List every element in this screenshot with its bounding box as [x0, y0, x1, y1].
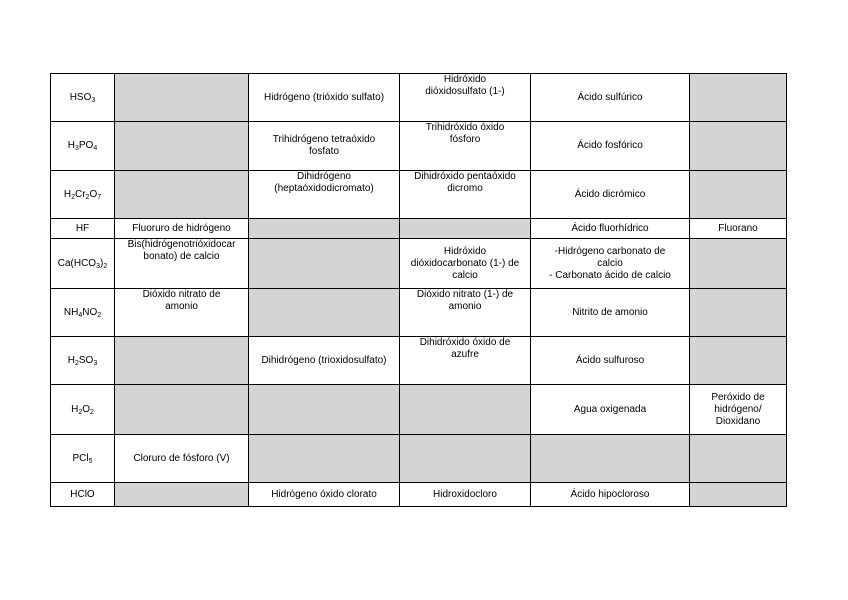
- formula-subscript: 2: [90, 408, 94, 416]
- formula-cell: [51, 219, 115, 239]
- formula-subscript: 2: [74, 359, 79, 367]
- formula-subscript: 2: [97, 311, 102, 319]
- formula-subscript: 5: [88, 457, 93, 465]
- empty-shaded-cell: [249, 435, 400, 483]
- empty-shaded-cell: [249, 385, 400, 435]
- name-cell: Dióxido nitrato de amonio: [115, 289, 249, 337]
- name-cell: Nitrito de amonio: [531, 289, 690, 337]
- name-cell: Hidrógeno (trióxido sulfato): [249, 74, 400, 122]
- formula-text: Ca(HCO: [57, 257, 97, 269]
- name-cell: Hidróxido dióxidosulfato (1-): [400, 74, 531, 122]
- empty-shaded-cell: [690, 435, 787, 483]
- name-cell: Agua oxigenada: [531, 385, 690, 435]
- empty-shaded-cell: [115, 122, 249, 171]
- empty-shaded-cell: [690, 483, 787, 507]
- name-cell: Dihidróxido óxido de azufre: [400, 337, 531, 385]
- table-row: [51, 171, 787, 219]
- formula-text: H: [63, 188, 72, 200]
- name-cell: Hidrógeno óxido clorato: [249, 483, 400, 507]
- table-row: [51, 483, 787, 507]
- formula-cell: [51, 385, 115, 435]
- name-cell: Ácido hipocloroso: [531, 483, 690, 507]
- name-cell: Trihidróxido óxido fósforo: [400, 122, 531, 171]
- empty-shaded-cell: [690, 74, 787, 122]
- formula-subscript: 4: [78, 311, 83, 319]
- name-cell: Peróxido de hidrógeno/ Dioxidano: [690, 385, 787, 435]
- name-cell: -Hidrógeno carbonato de calcio - Carbonato ácido de calcio: [531, 239, 690, 289]
- name-cell: Cloruro de fósforo (V): [115, 435, 249, 483]
- formula-text: Cr: [74, 188, 86, 200]
- formula-cell: [51, 171, 115, 219]
- formula-text: H: [71, 403, 79, 415]
- empty-shaded-cell: [400, 219, 531, 239]
- table-row: [51, 219, 787, 239]
- name-cell: Bis(hidrógenotrióxidocar bonato) de calcio: [115, 239, 249, 289]
- formula-subscript: 2: [71, 193, 75, 201]
- formula-text: PCl: [72, 452, 89, 464]
- formula-subscript: 3: [96, 262, 100, 270]
- name-cell: Hidróxido dióxidocarbonato (1-) de calcio: [400, 239, 531, 289]
- formula-subscript: 3: [93, 359, 98, 367]
- name-cell: Ácido dicrómico: [531, 171, 690, 219]
- table-row: [51, 122, 787, 171]
- formula-text: PO: [78, 140, 94, 151]
- formula-text: SO: [78, 354, 94, 366]
- formula-text: NH: [63, 306, 79, 318]
- empty-shaded-cell: [249, 239, 400, 289]
- formula-subscript: 4: [93, 145, 98, 152]
- table-body: [51, 74, 787, 507]
- formula-text: HClO: [70, 488, 95, 500]
- name-cell: Dihidrógeno (trioxidosulfato): [249, 337, 400, 385]
- table-row: [51, 289, 787, 337]
- formula-subscript: 3: [91, 96, 96, 104]
- formula-cell: [51, 289, 115, 337]
- formula-text: H: [67, 354, 75, 366]
- name-cell: Ácido sulfúrico: [531, 74, 690, 122]
- name-cell: Ácido fluorhídrico: [531, 219, 690, 239]
- empty-shaded-cell: [249, 289, 400, 337]
- empty-shaded-cell: [400, 435, 531, 483]
- empty-shaded-cell: [249, 219, 400, 239]
- empty-shaded-cell: [690, 337, 787, 385]
- formula-text: ): [100, 257, 104, 269]
- formula-cell: [51, 435, 115, 483]
- formula-cell: [51, 483, 115, 507]
- empty-shaded-cell: [115, 483, 249, 507]
- formula-text: O: [89, 188, 98, 200]
- formula-subscript: 2: [78, 408, 83, 416]
- name-cell: Dióxido nitrato (1-) de amonio: [400, 289, 531, 337]
- name-cell: Ácido sulfuroso: [531, 337, 690, 385]
- table-row: [51, 337, 787, 385]
- table-row: [51, 239, 787, 289]
- formula-text: NO: [82, 306, 98, 318]
- empty-shaded-cell: [690, 171, 787, 219]
- table-row: [51, 74, 787, 122]
- table-row: [51, 385, 787, 435]
- name-cell: Ácido fosfórico: [531, 122, 690, 171]
- name-cell: Dihidrógeno (heptaóxidodicromato): [249, 171, 400, 219]
- nomenclature-table: [50, 73, 787, 507]
- formula-subscript: 2: [103, 262, 108, 270]
- empty-shaded-cell: [690, 289, 787, 337]
- name-cell: Fluorano: [690, 219, 787, 239]
- formula-subscript: 2: [85, 193, 90, 201]
- empty-shaded-cell: [400, 385, 531, 435]
- formula-cell: [51, 337, 115, 385]
- formula-text: O: [82, 403, 90, 415]
- formula-text: H: [67, 140, 75, 151]
- formula-cell: [51, 239, 115, 289]
- empty-shaded-cell: [690, 239, 787, 289]
- name-cell: Dihidróxido pentaóxido dicromo: [400, 171, 531, 219]
- empty-shaded-cell: [115, 337, 249, 385]
- formula-cell: [51, 122, 115, 171]
- formula-subscript: 3: [74, 145, 79, 152]
- table-row: [51, 435, 787, 483]
- empty-shaded-cell: [115, 74, 249, 122]
- empty-shaded-cell: [115, 385, 249, 435]
- empty-shaded-cell: [531, 435, 690, 483]
- name-cell: Fluoruro de hidrógeno: [115, 219, 249, 239]
- formula-text: HSO: [69, 91, 92, 103]
- formula-cell: [51, 74, 115, 122]
- formula-subscript: 7: [97, 193, 102, 201]
- formula-text: HF: [75, 222, 90, 234]
- empty-shaded-cell: [115, 171, 249, 219]
- empty-shaded-cell: [690, 122, 787, 171]
- name-cell: Trihidrógeno tetraóxido fosfato: [249, 122, 400, 171]
- name-cell: Hidroxidocloro: [400, 483, 531, 507]
